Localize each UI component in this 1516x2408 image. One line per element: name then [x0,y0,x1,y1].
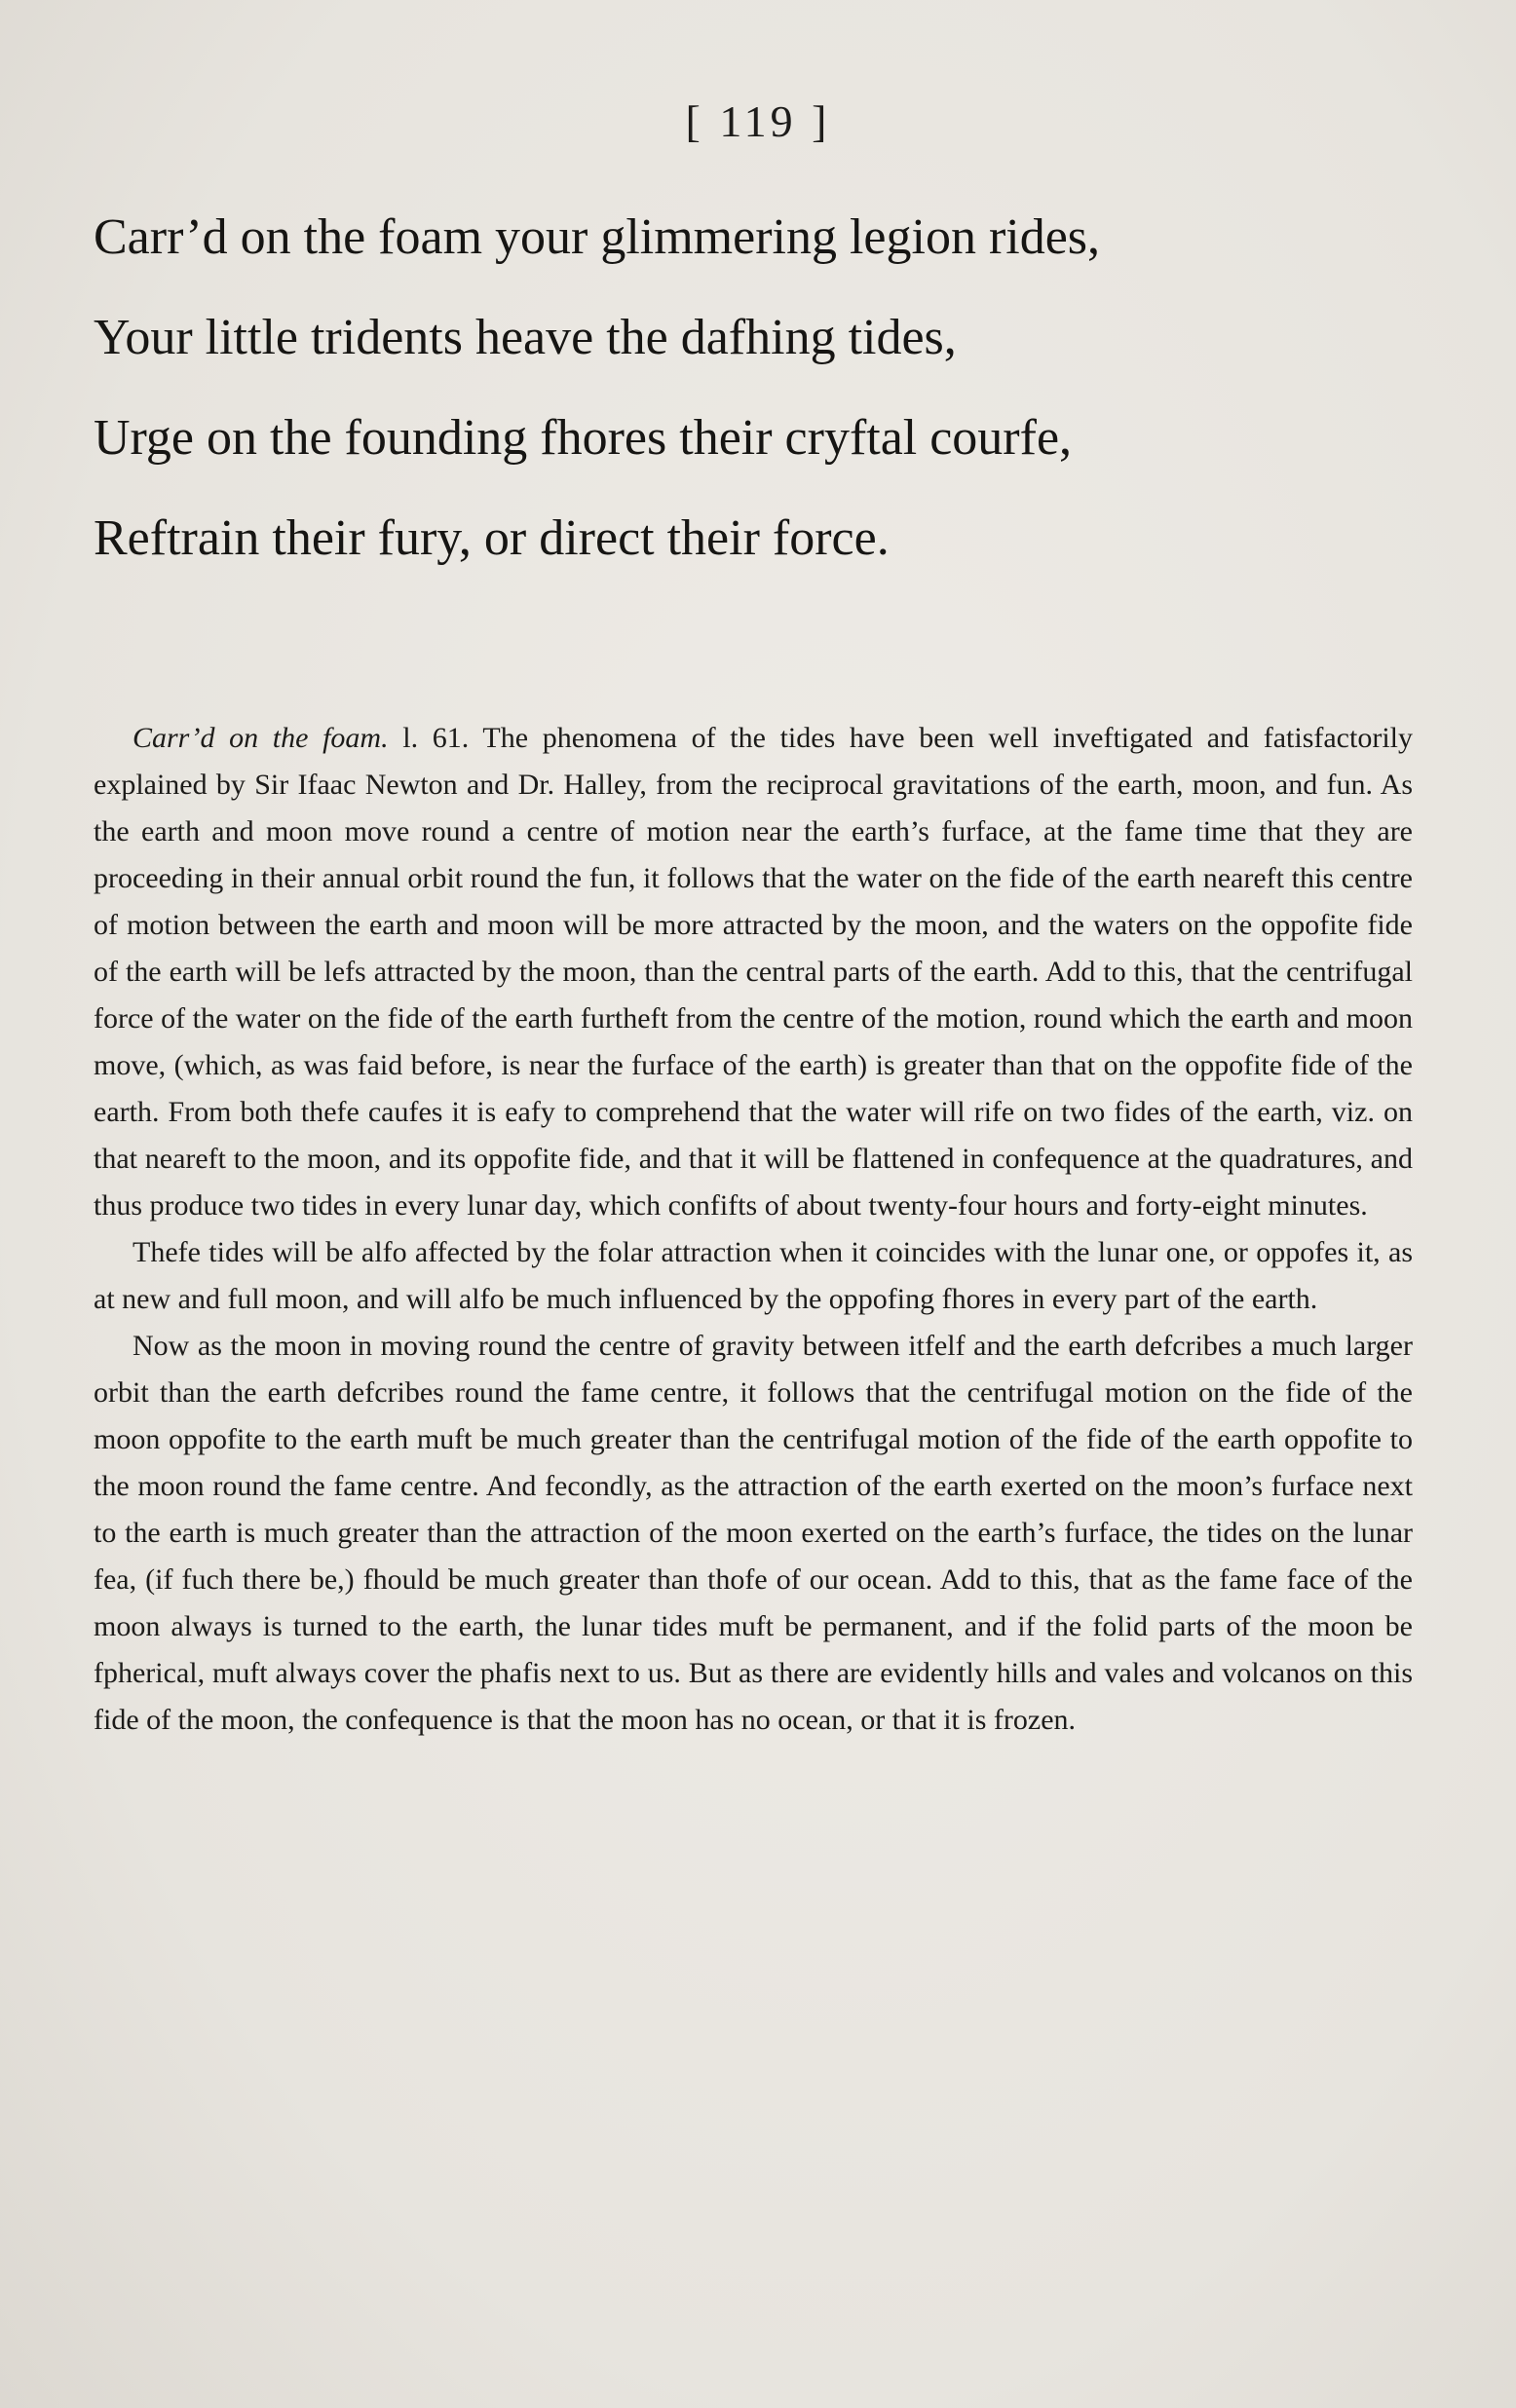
page-number: [ 119 ] [685,96,831,146]
note-reference: Carr’d on the foam. [133,722,389,754]
note-text: The phenomena of the tides have been well inveftigated and fatisfactorily explained by Sir Ifaac Newton and Dr. Halley, from the reciprocal gravitations of the earth, moon, and fun. As the earth and moon move round a centre of motion near the earth’s furface, at the fame time that they are proceeding in their annual orbit round the fun, it follows that the water on the fide of the earth neareft this centre of motion between the earth and moon will be more attracted by the moon, and the waters on the oppofite fide of the earth will be lefs attracted by the moon, than the central parts of the earth. Add to this, that the centrifugal force of the water on the fide of the earth furtheft from the centre of the motion, round which the earth and moon move, (which, as was faid before, is near the furface of the earth) is greater than that on the oppofite fide of the earth. From both thefe caufes it is eafy to comprehend that the water will rife on two fides of the earth, viz. on that neareft to the moon, and its oppofite fide, and that it will be flattened in confequence at the quadratures, and thus produce two tides in every lunar day, which confifts of about twenty-four hours and forty-eight minutes. [94,722,1413,1222]
note-paragraph [94,715,1413,1229]
verse-line: Urge on the founding fhores their cryftal courfe, [94,410,1073,466]
note-line-reference: l. 61. [402,722,470,754]
verse-stanza [94,187,1438,588]
verse-line: Your little tridents heave the dafhing tides, [94,310,957,365]
footnote [94,715,1413,1744]
note-paragraph: Now as the moon in moving round the centre of gravity between itfelf and the earth defcribes a much larger orbit than the earth defcribes round the fame centre, it follows that the centrifugal motion on the fide of the moon oppofite to the earth muft be much greater than the centrifugal motion of the fide of the earth oppofite to the moon round the fame centre. And fecondly, as the attraction of the earth exerted on the moon’s furface next to the earth is much greater than the attraction of the moon exerted on the earth’s furface, the tides on the lunar fea, (if fuch there be,) fhould be much greater than thofe of our ocean. Add to this, that as the fame face of the moon always is turned to the earth, the lunar tides muft be permanent, and if the folid parts of the moon be fpherical, muft always cover the phafis next to us. But as there are evidently hills and vales and volcanos on this fide of the moon, the confequence is that the moon has no ocean, or that it is frozen. [94,1330,1413,1736]
verse-line: Reftrain their fury, or direct their force. [94,510,890,566]
verse-line: Carr’d on the foam your glimmering legion rides, [94,209,1101,265]
note-paragraph: Thefe tides will be alfo affected by the folar attraction when it coincides with the lunar one, or oppofes it, as at new and full moon, and will alfo be much influenced by the oppofing fhores in every part of the earth. [94,1236,1413,1315]
